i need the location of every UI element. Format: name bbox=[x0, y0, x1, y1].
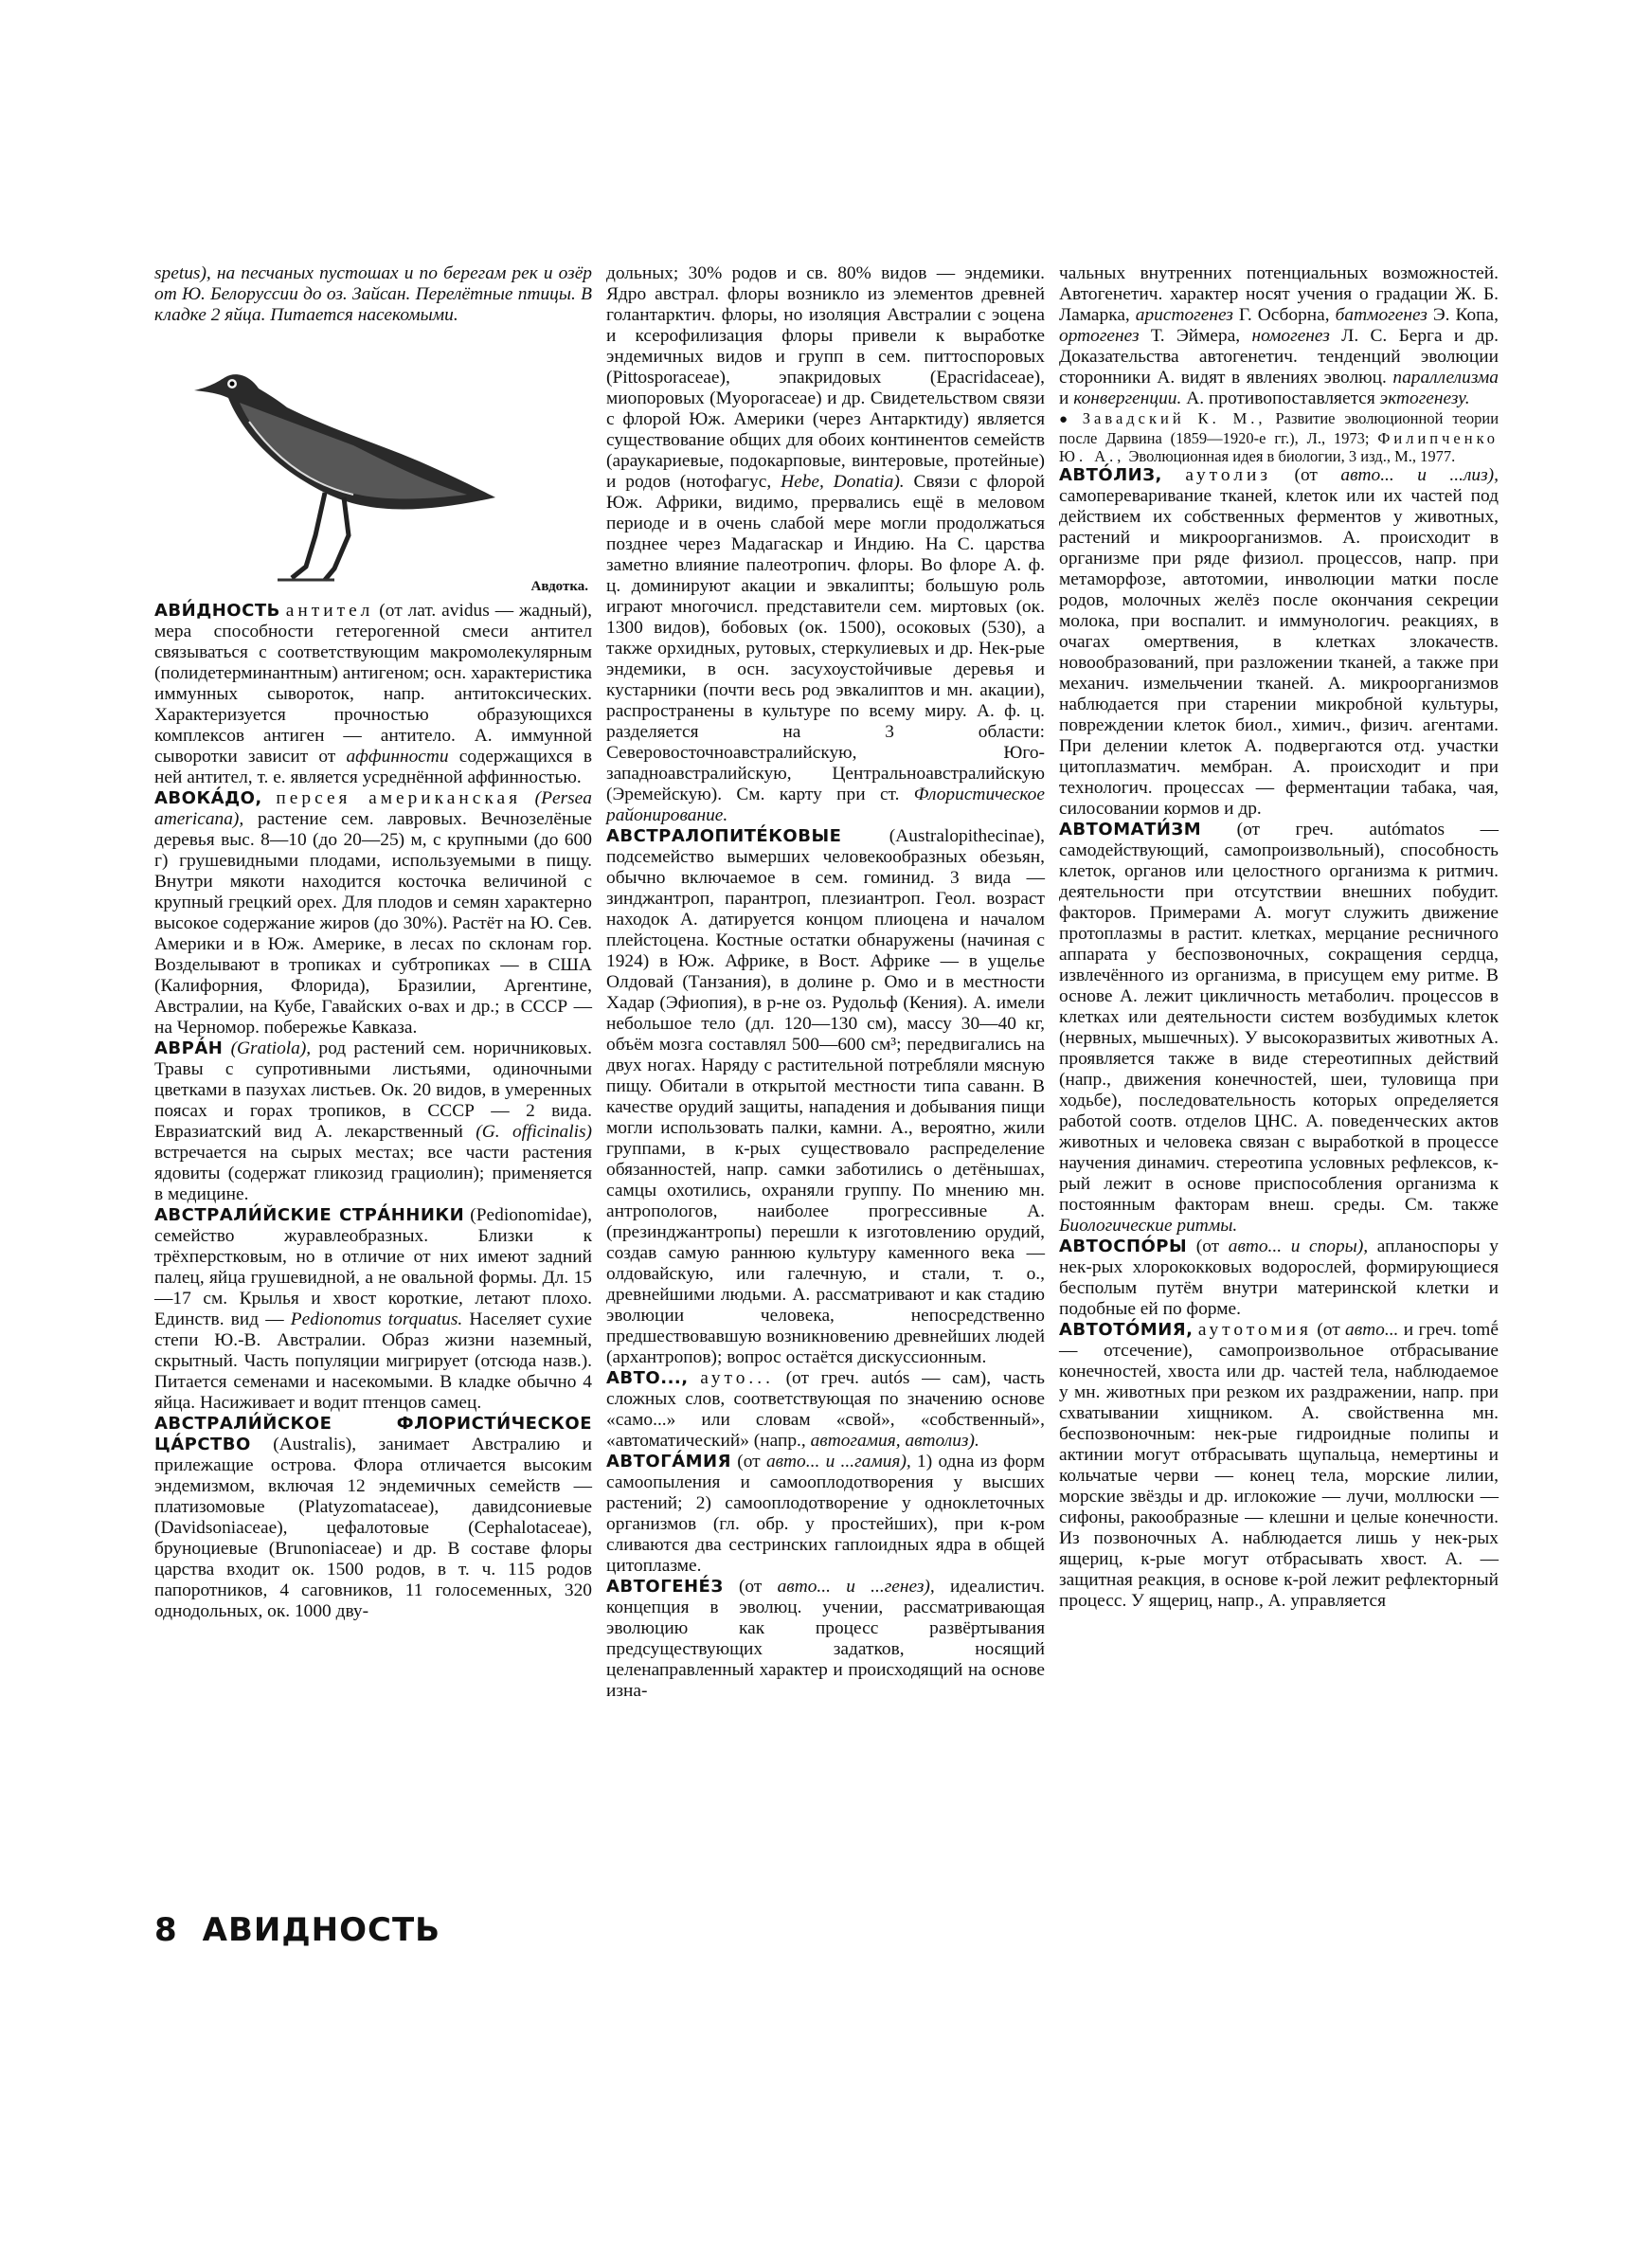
cross-ref: параллелизма bbox=[1392, 368, 1499, 388]
figure-caption: Авдотка. bbox=[530, 579, 588, 594]
entry-text: 1) одна из форм самоопыления и самооплодотворения у высших растений; 2) самооплодотворение у одноклеточных организмов (гл. обр. у простейших), при к-ром сливаются два сестринских гаплоидных ядра в общей цитоплазме. bbox=[606, 1452, 1046, 1576]
entry-text: А. противопоставляется bbox=[1186, 388, 1375, 408]
entry-text: Т. Эймера, bbox=[1150, 326, 1241, 346]
headword: АВТО́ЛИЗ, bbox=[1059, 465, 1162, 485]
paragraph-continuation bbox=[1059, 263, 1499, 409]
entry-text: и греч. tomḗ — отсечение), самопроизвольное отбрасывание конечностей, хвоста или др. частей тела, наблюдаемое у мн. животных при резком их раздражении, напр. при схватывании хищником. А. свойственна мн. беспозвоночным: нек-рые гидроидные полипы и актинии могут отбрасывать щупальца, немертины и кольчатые черви — конец тела, морские лилии, морские звёзды и др. иглокожие — лучи, моллюски — сифоны, ракообразные — клешни и целые конечности. Из позвоночных А. наблюдается лишь у нек-рых ящериц, к-рые могут отбрасывать хвост. А. — защитная реакция, в основе к-рой лежит рефлекторный процесс. У ящериц, напр., А. управляется bbox=[1059, 1320, 1499, 1611]
entry-avtoliz bbox=[1059, 465, 1499, 820]
figure-avdotka bbox=[154, 332, 592, 597]
cross-ref: Биологические ритмы. bbox=[1059, 1216, 1238, 1236]
cross-ref: автогамия, автолиз). bbox=[810, 1431, 979, 1451]
entry-text: (от bbox=[1195, 1237, 1220, 1256]
continuation-text: spetus), на песчаных пустошах и по берегам рек и озёр от Ю. Белоруссии до оз. Зайсан. Перелётные птицы. В кладке 2 яйца. Питается насекомыми. bbox=[154, 263, 592, 325]
entry-text: (Australopithecinae), подсемейство вымерших человекообразных обезьян, обычно включаемое в сем. гоминид. 3 вида — зинджантроп, парантроп, плезиантроп. Геол. возраст находок А. датируется концом плиоцена и началом плейстоцена. Костные остатки обнаружены (начиная с 1924) в Юж. Африке, в Вост. Африке — в ущелье Олдовай (Танзания), в долине р. Омо и в местности Хадар (Эфиопия), в р-не оз. Рудольф (Кения). А. имели небольшое тело (дл. 120—130 см), массу 30—40 кг, объём мозга составлял 500—600 см³; передвигались на двух ногах. Наряду с растительной потребляли мясную пищу. Обитали в открытой местности типа саванн. В качестве орудий защиты, нападения и добывания пищи могли использовать палки, камни. А., вероятно, жили группами, в к-рых существовало распределение обязанностей, напр. самки заботились о детёнышах, самцы охотились, охраняли группу. По мнению мн. антропологов, наиболее прогрессивные А. (презинджантропы) перешли к изготовлению орудий, создав самую раннюю культуру каменного века — олдовайскую, или галечную, и стали, т. о., древнейшими людьми. А. рассматривают и как стадию эволюции человека, непосредственно предшествовавшую возникновению древнейших людей (архантропов); вопрос остаётся дискуссионным. bbox=[606, 826, 1045, 1367]
entry-avokado bbox=[154, 788, 592, 1038]
entry-text: апланоспоры у нек-рых хлорококковых водорослей, формирующиеся бесполым путём внутри материнской клетки и подобные ей по форме. bbox=[1059, 1237, 1499, 1319]
entry-text: самопереваривание тканей, клеток или их частей под действием их собственных ферментов у животных, растений и микроорганизмов. А. происходит в организме при ряде физиол. процессов, напр. при метаморфозе, автотомии, инволюции матки после родов, молочных желёз после окончания секреции молока, при воспалит. и иммунологич. реакциях, в очагах омертвения, в клетках злокачеств. новообразований, при разложении тканей, а также при механич. измельчении тканей. А. микроорганизмов наблюдается при старении микробной культуры, повреждении клеток биол., химич., физич. агентами. При делении клеток А. подвергаются отд. участки цитоплазматич. мембран. А. происходит и при технологич. процессах — ферментации табака, чая, силосовании кормов и др. bbox=[1059, 486, 1499, 819]
entry-avtotomiya bbox=[1059, 1320, 1499, 1612]
cross-ref: эктогенезу. bbox=[1379, 388, 1470, 408]
headword: АВТОГЕНЕ́З bbox=[606, 1577, 724, 1597]
entry-text: Л. С. Берга и др. Доказательства автогенетич. тенденций эволюции сторонники А. видят в явлениях эволюц. bbox=[1059, 326, 1499, 388]
latin-name: (Gratiola), bbox=[230, 1038, 312, 1058]
entry-text: Г. Осборна, bbox=[1238, 305, 1330, 325]
entry-avtogamiya bbox=[606, 1452, 1045, 1577]
latin-name: (G. officinalis) bbox=[476, 1122, 592, 1142]
headword: АВСТРАЛОПИТЕ́КОВЫЕ bbox=[606, 826, 842, 846]
spaced-term: аутолиз bbox=[1185, 465, 1272, 485]
cross-ref: батмогенез bbox=[1335, 305, 1428, 325]
entry-text: идеалистич. концепция в эволюц. учении, рассматривающая эволюцию как процесс развёртывания предсуществующих задатков, носящий целенаправленный характер и происходящий на основе изна- bbox=[606, 1577, 1045, 1701]
paragraph-continuation bbox=[154, 263, 592, 326]
bird-illustration bbox=[183, 332, 562, 587]
entry-text: дольных; 30% родов и св. 80% видов — эндемики. Ядро австрал. флоры возникло из элементов древней голантарктич. флоры, но изоляция Австралии с эоцена и ксерофилизация флоры привели к выработке эндемичных видов и групп в сем. питтоспоровых (Pittosporaceae), эпакридовых (Epacridaceae), миопоровых (Myoporaceae) и др. Свидетельством связи с флорой Юж. Америки (через Антарктиду) является существование общих для обоих континентов семейств (араукариевые, подокарповые, винтеровые, протейные) и родов (нотофагус, bbox=[606, 263, 1045, 492]
cross-ref: аристогенез bbox=[1135, 305, 1233, 325]
entry-text: Э. Копа, bbox=[1432, 305, 1499, 325]
headword: АВТОТО́МИЯ, bbox=[1059, 1320, 1194, 1340]
cross-ref: авто... bbox=[1345, 1320, 1399, 1340]
entry-text: род растений сем. норичниковых. Травы с супротивными листьями, одиночными цветками в пазухах листьев. Ок. 20 видов, в умеренных поясах и горах тропиков, в СССР — 2 вида. Евразиатский вид А. лекарственный bbox=[154, 1038, 593, 1142]
reference-text: Эволюционная идея в биологии, 3 изд., М., 1977. bbox=[1128, 447, 1456, 465]
entry-avstraliyskoe-tsarstvo bbox=[154, 1414, 592, 1622]
column-1 bbox=[154, 263, 592, 1622]
running-head: АВИДНОСТЬ bbox=[202, 1911, 441, 1949]
cross-ref: авто... и ...генез), bbox=[777, 1577, 935, 1597]
entry-text: Связи с флорой Юж. Африки, видимо, прервались ещё в меловом периоде и в очень слабой мере могли продолжаться позднее через Мадагаскар и Индию. На С. царства заметно влияние палеотропич. флоры. Во флоре А. ф. ц. доминируют акации и эвкалипты; большую роль играют многочисл. представители сем. миртовых (ок. 1300 видов), бобовых (ок. 1500), осоковых (530), а также орхидных, рутовых, стеркулиевых и др. Нек-рые эндемики, в осн. засухоустойчивые деревья и кустарники (почти весь род эвкалиптов и мн. акации), распространены в культуре по всему миру. А. ф. ц. разделяется на 3 области: Северовосточноавстралийскую, Юго-западноавстралийскую, Центральноавстралийскую (Эремейскую). См. карту при ст. bbox=[606, 472, 1045, 804]
headword: АВТО..., bbox=[606, 1368, 689, 1388]
headword: АВТОГА́МИЯ bbox=[606, 1452, 731, 1472]
cross-ref: ортогенез bbox=[1059, 326, 1140, 346]
entry-text: (от bbox=[1294, 465, 1318, 485]
spaced-term: аутотомия bbox=[1197, 1320, 1312, 1340]
spaced-term: персея американская bbox=[276, 788, 522, 808]
reference-text: Развитие эволюционной теории после Дарвина (1859—1920-е гг.), Л., 1973; bbox=[1059, 409, 1499, 447]
entry-text: и bbox=[1059, 388, 1069, 408]
headword: АВИ́ДНОСТЬ bbox=[154, 601, 280, 621]
spaced-term: ауто... bbox=[700, 1368, 774, 1388]
entry-avstraliyskie-stranniki bbox=[154, 1205, 592, 1414]
bibliography bbox=[1059, 409, 1499, 465]
cross-ref: аффинности bbox=[346, 747, 449, 767]
cross-ref: номогенез bbox=[1251, 326, 1330, 346]
entry-text: встречается на сырых местах; все части растения ядовиты (содержат гликозид грациолин); применяется в медицине. bbox=[154, 1143, 592, 1204]
latin-name: Pedionomus torquatus. bbox=[290, 1309, 463, 1329]
column-3 bbox=[1059, 263, 1499, 1612]
entry-text: Населяет сухие степи Ю.-В. Австралии. Образ жизни наземный, скрытный. Часть популяции мигрирует (отсюда назв.). Питается семенами и насекомыми. В кладке обычно 4 яйца. Насиживает и водит птенцов самец. bbox=[154, 1309, 592, 1413]
latin-name: Hebe, Donatia). bbox=[781, 472, 905, 492]
entry-text: растение сем. лавровых. Вечнозелёные деревья выс. 8—10 (до 20—25) м, с крупными (до 600 г) грушевидными плодами, используемыми в пищу. Внутри мякоти находится косточка величиной с крупный грецкий орех. Для плодов и семян характерно высокое содержание жиров (до 30%). Растёт на Ю. Сев. Америки и в Юж. Америке, в лесах по склонам гор. Возделывают в тропиках и субтропиках — в США (Калифорния, Флорида), Бразилии, Аргентине, Австралии, на Кубе, Гавайских о-вах и др.; в СССР — на Черномор. побережье Кавказа. bbox=[154, 809, 592, 1038]
entry-text: (от bbox=[738, 1577, 763, 1597]
running-footer bbox=[154, 1911, 440, 1949]
headword: АВОКА́ДО, bbox=[154, 788, 262, 808]
author-name: Филипченко Ю. А., bbox=[1059, 429, 1499, 465]
entry-text: (от лат. avidus — жадный), мера способности гетерогенной смеси антител связываться с соответствующим макромолекулярным (полидетерминантным) антигеном; осн. характеристика иммунных сывороток, напр. антитоксических. Характеризуется прочностью образующихся комплексов антиген — антитело. А. иммунной сыворотки зависит от bbox=[154, 601, 592, 767]
entry-text: (Pedionomidae), семейство журавлеобразных. Близки к трёхперстковым, но в отличие от них имеют задний палец, яйца грушевидной, а не овальной формы. Дл. 15—17 см. Крылья и хвост короткие, летают плохо. Единств. вид — bbox=[154, 1205, 592, 1329]
entry-text: (от bbox=[1317, 1320, 1340, 1340]
headword: АВТОМАТИ́ЗМ bbox=[1059, 820, 1202, 840]
entry-text: чальных внутренних потенциальных возможностей. Автогенетич. характер носят учения о градации Ж. Б. Ламарка, bbox=[1059, 263, 1499, 325]
entry-text: (от греч. autós — сам), часть сложных слов, соответствующая по значению основе «само...» или словам «свой», «собственный», «автоматический» (напр., bbox=[606, 1368, 1045, 1451]
cross-ref: конвергенции. bbox=[1073, 388, 1182, 408]
paragraph-continuation bbox=[606, 263, 1045, 826]
entry-avran bbox=[154, 1038, 592, 1205]
entry-avtogenez bbox=[606, 1577, 1045, 1702]
entry-avto bbox=[606, 1368, 1045, 1452]
author-name: Завадский К. М., bbox=[1082, 409, 1266, 427]
cross-ref: Флористическое районирование. bbox=[606, 785, 1045, 825]
latin-name: (Persea americana), bbox=[154, 788, 592, 829]
entry-text: (от bbox=[737, 1452, 761, 1472]
bullet-icon: ● bbox=[1059, 412, 1073, 427]
headword: АВСТРАЛИ́ЙСКИЕ СТРА́ННИКИ bbox=[154, 1205, 465, 1225]
entry-text: содержащихся в ней антител, т. е. является усреднённой аффинностью. bbox=[154, 747, 592, 787]
column-2 bbox=[606, 263, 1045, 1702]
cross-ref: авто... и ...гамия), bbox=[765, 1452, 911, 1472]
entry-text: (Australis), занимает Австралию и прилежащие острова. Флора отличается высоким эндемизмом, включая 12 эндемичных семейств — платизомовые (Platyzomataceae), давидсониевые (Davidsoniaceae), цефалотовые (Cephalotaceae), бруноциевые (Brunoniaceae) и др. В составе флоры царства входит ок. 1500 родов, в т. ч. 115 родов папоротников, 4 саговников, 11 голосеменных, 320 однодольных, ок. 1000 дву- bbox=[154, 1435, 592, 1621]
entry-avidnost bbox=[154, 601, 592, 788]
headword: АВТОСПО́РЫ bbox=[1059, 1237, 1188, 1256]
spaced-term: антител bbox=[285, 601, 374, 621]
entry-avstralopitekovye bbox=[606, 826, 1045, 1368]
headword: АВСТРАЛИ́ЙСКОЕ ФЛОРИСТИ́ЧЕСКОЕ ЦА́РСТВО bbox=[154, 1414, 592, 1454]
entry-avtospory bbox=[1059, 1237, 1499, 1320]
cross-ref: авто... и споры), bbox=[1228, 1237, 1369, 1256]
headword: АВРА́Н bbox=[154, 1038, 224, 1058]
entry-avtomatizm bbox=[1059, 820, 1499, 1237]
cross-ref: авто... и ...лиз), bbox=[1340, 465, 1499, 485]
entry-text: (от греч. autómatos — самодействующий, самопроизвольный), способность клеток, органов или целостного организма к ритмич. деятельности при отсутствии внешних побудит. факторов. Примерами А. могут служить движение протоплазмы в растит. клетках, мерцание ресничного аппарата у беспозвоночных, сокращения сердца, извлечённого из организма, в присущем ему ритме. В основе А. лежит цикличность метаболич. процессов в клетках или деятельности систем возбудимых клеток (нервных, мышечных). У высокоразвитых животных А. проявляется также в виде стереотипных действий (напр., движения конечностей, шеи, туловища при ходьбе), последовательность которых определяется работой соотв. отделов ЦНС. А. поведенческих актов животных и человека связан с выработкой в процессе научения динамич. стереотипа условных рефлексов, к-рый лежит в основе приспособления организма к постоянным факторам внеш. среды. См. также bbox=[1059, 820, 1499, 1215]
page-number: 8 bbox=[154, 1911, 178, 1949]
